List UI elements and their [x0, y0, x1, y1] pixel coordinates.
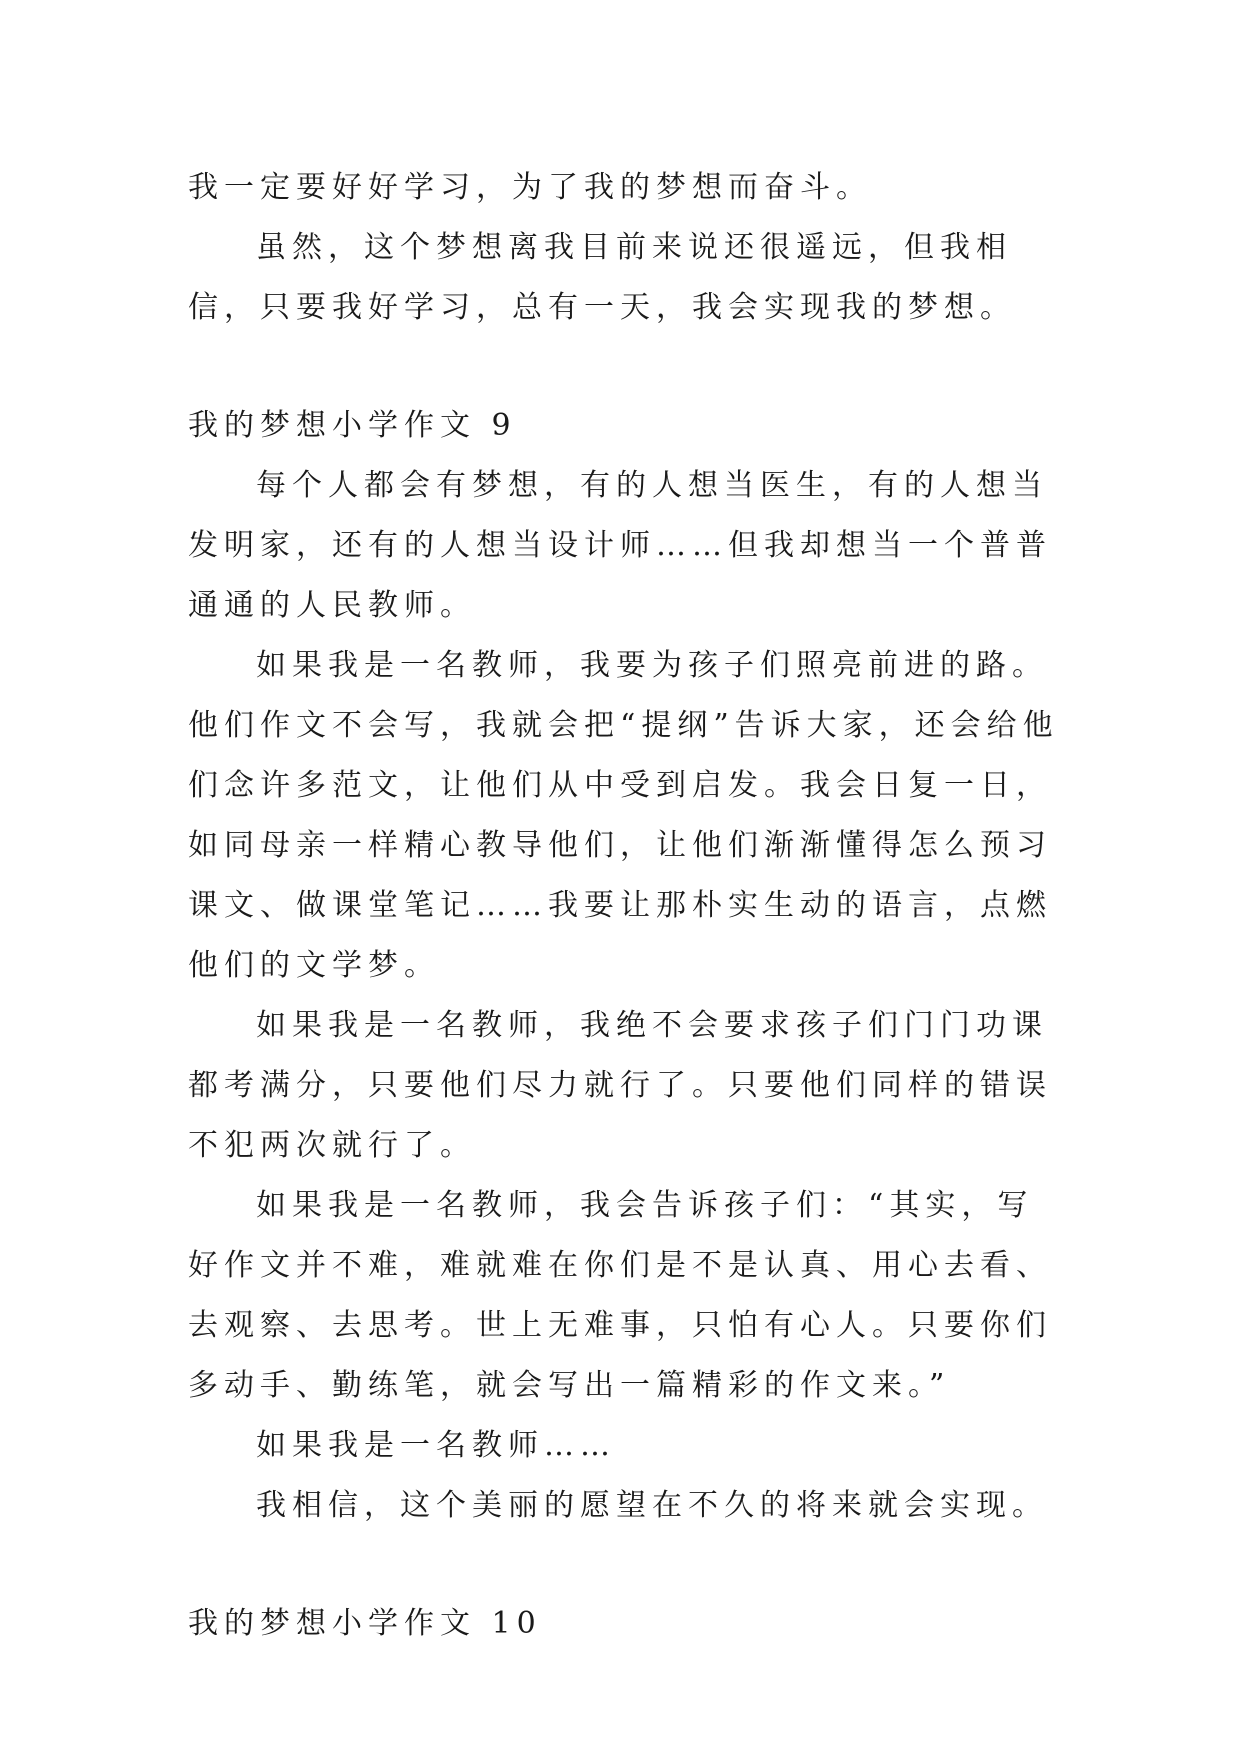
section-heading: 我的梦想小学作文 10 [188, 1606, 542, 1641]
paragraph: 每个人都会有梦想，有的人想当医生，有的人想当发明家，还有的人想当设计师……但我却想当一个普普通通的人民教师。 [188, 468, 1052, 623]
section-gap [188, 1536, 1068, 1594]
document-body [188, 158, 1068, 1654]
section-heading: 我的梦想小学作文 9 [188, 408, 517, 443]
paragraph: 虽然，这个梦想离我目前来说还很遥远，但我相信，只要我好学习，总有一天，我会实现我的梦想。 [188, 230, 1016, 325]
paragraph: 我相信，这个美丽的愿望在不久的将来就会实现。 [256, 1488, 1048, 1523]
section-gap [188, 338, 1068, 396]
paragraph-continued: 我一定要好好学习，为了我的梦想而奋斗。 [188, 170, 872, 205]
paragraph: 如果我是一名教师…… [256, 1428, 616, 1463]
paragraph: 如果我是一名教师，我绝不会要求孩子们门门功课都考满分，只要他们尽力就行了。只要他们同样的错误不犯两次就行了。 [188, 1008, 1052, 1163]
paragraph: 如果我是一名教师，我要为孩子们照亮前进的路。他们作文不会写，我就会把“提纲”告诉大家，还会给他们念许多范文，让他们从中受到启发。我会日复一日，如同母亲一样精心教导他们，让他们渐渐懂得怎么预习课文、做课堂笔记……我要让那朴实生动的语言，点燃他们的文学梦。 [188, 648, 1059, 983]
paragraph: 如果我是一名教师，我会告诉孩子们：“其实，写好作文并不难，难就难在你们是不是认真、用心去看、去观察、去思考。世上无难事，只怕有心人。只要你们多动手、勤练笔，就会写出一篇精彩的作文来。” [188, 1188, 1052, 1403]
